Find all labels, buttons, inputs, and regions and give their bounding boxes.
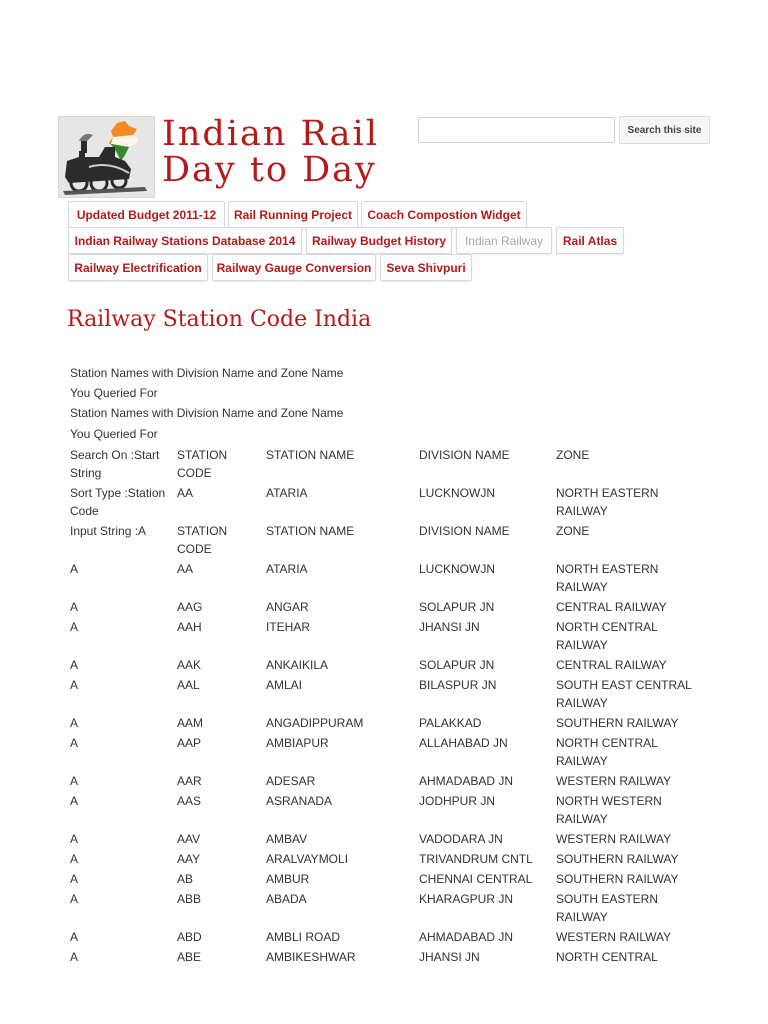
table-cell: AAM: [177, 716, 204, 730]
tab-rail-atlas[interactable]: Rail Atlas: [556, 227, 624, 254]
table-cell: VADODARA JN: [419, 832, 503, 846]
table-cell: A: [70, 658, 79, 672]
table-row: [66, 655, 700, 675]
table-cell: ANGADIPPURAM: [266, 716, 364, 730]
table-cell: Input String :A: [70, 524, 147, 538]
table-cell: AMLAI: [266, 678, 303, 692]
table-cell: AHMADABAD JN: [419, 930, 514, 944]
steam-locomotive-icon: [59, 117, 154, 197]
table-row: [66, 849, 700, 869]
table-cell: WESTERN RAILWAY: [556, 930, 672, 944]
table-cell: NORTH EASTERN RAILWAY: [556, 562, 659, 594]
table-cell: SOLAPUR JN: [419, 600, 495, 614]
table-cell: A: [70, 930, 79, 944]
table-row: [66, 713, 700, 733]
table-row: [66, 559, 700, 597]
table-cell: A: [70, 872, 79, 886]
table-cell: ATARIA: [266, 486, 308, 500]
table-cell: CENTRAL RAILWAY: [556, 658, 667, 672]
table-cell: AB: [177, 872, 194, 886]
table-cell: ASRANADA: [266, 794, 333, 808]
table-row: [66, 889, 700, 927]
table-cell: STATION CODE: [177, 524, 228, 556]
table-cell: AA: [177, 562, 194, 576]
tab-indian-railway[interactable]: Indian Railway: [456, 227, 552, 254]
table-cell: DIVISION NAME: [419, 524, 510, 538]
table-cell: SOUTHERN RAILWAY: [556, 716, 679, 730]
table-cell: LUCKNOWJN: [419, 486, 496, 500]
table-row: [66, 869, 700, 889]
table-cell: A: [70, 620, 79, 634]
table-cell: A: [70, 736, 79, 750]
table-row: [66, 617, 700, 655]
table-cell: SOUTH EAST CENTRAL RAILWAY: [556, 678, 692, 710]
table-cell: A: [70, 950, 79, 964]
tab-stations-database[interactable]: Indian Railway Stations Database 2014: [68, 227, 302, 254]
table-cell: WESTERN RAILWAY: [556, 774, 672, 788]
table-cell: SOLAPUR JN: [419, 658, 495, 672]
table-cell: NORTH CENTRAL RAILWAY: [556, 620, 658, 652]
table-cell: A: [70, 794, 79, 808]
search-button[interactable]: Search this site: [619, 116, 710, 144]
table-row: [66, 771, 700, 791]
intro-line: Station Names with Division Name and Zone Name: [70, 366, 344, 380]
table-cell: BILASPUR JN: [419, 678, 497, 692]
table-cell: AHMADABAD JN: [419, 774, 514, 788]
station-code-table-body: [66, 445, 700, 967]
table-cell: AAV: [177, 832, 201, 846]
table-cell: AMBIAPUR: [266, 736, 329, 750]
table-cell: AAH: [177, 620, 202, 634]
table-cell: ABE: [177, 950, 202, 964]
table-cell: A: [70, 774, 79, 788]
tab-coach-composition-widget[interactable]: Coach Compostion Widget: [361, 201, 527, 228]
table-cell: AAG: [177, 600, 203, 614]
table-row: [66, 675, 700, 713]
site-logo[interactable]: [58, 116, 155, 198]
table-cell: KHARAGPUR JN: [419, 892, 514, 906]
table-row: [66, 483, 700, 521]
table-cell: AAK: [177, 658, 202, 672]
table-cell: NORTH CENTRAL: [556, 950, 658, 964]
table-cell: A: [70, 600, 79, 614]
table-cell: STATION CODE: [177, 448, 228, 480]
tab-rail-running-project[interactable]: Rail Running Project: [228, 201, 358, 228]
tab-updated-budget[interactable]: Updated Budget 2011-12: [68, 201, 225, 228]
table-cell: AMBUR: [266, 872, 310, 886]
table-cell: WESTERN RAILWAY: [556, 832, 672, 846]
site-title-line1: Indian Rail: [162, 114, 379, 154]
table-cell: STATION NAME: [266, 448, 355, 462]
intro-line: You Queried For: [70, 427, 158, 441]
table-cell: Search On :Start String: [70, 448, 160, 480]
table-row: [66, 733, 700, 771]
table-cell: AAY: [177, 852, 201, 866]
table-cell: ABADA: [266, 892, 307, 906]
table-cell: JHANSI JN: [419, 620, 480, 634]
table-cell: ZONE: [556, 448, 590, 462]
table-cell: AMBAV: [266, 832, 308, 846]
page-title: Railway Station Code India: [67, 307, 372, 332]
table-cell: SOUTHERN RAILWAY: [556, 872, 679, 886]
table-cell: CHENNAI CENTRAL: [419, 872, 533, 886]
table-cell: ITEHAR: [266, 620, 311, 634]
table-cell: LUCKNOWJN: [419, 562, 496, 576]
table-cell: STATION NAME: [266, 524, 355, 538]
table-cell: AA: [177, 486, 194, 500]
tab-railway-electrification[interactable]: Railway Electrification: [68, 254, 208, 281]
table-cell: A: [70, 678, 79, 692]
table-cell: A: [70, 562, 79, 576]
tab-railway-gauge-conversion[interactable]: Railway Gauge Conversion: [212, 254, 376, 281]
table-row: [66, 597, 700, 617]
table-cell: ANKAIKILA: [266, 658, 329, 672]
site-title[interactable]: [162, 116, 379, 188]
table-cell: ADESAR: [266, 774, 316, 788]
table-cell: NORTH EASTERN RAILWAY: [556, 486, 659, 518]
table-row: [66, 829, 700, 849]
table-cell: AAL: [177, 678, 200, 692]
table-cell: NORTH WESTERN RAILWAY: [556, 794, 662, 826]
table-cell: ALLAHABAD JN: [419, 736, 508, 750]
table-cell: DIVISION NAME: [419, 448, 510, 462]
table-cell: JHANSI JN: [419, 950, 480, 964]
table-cell: ARALVAYMOLI: [266, 852, 349, 866]
table-cell: Sort Type :Station Code: [70, 486, 166, 518]
table-row: [66, 791, 700, 829]
table-row: [66, 947, 700, 967]
intro-line: You Queried For: [70, 386, 158, 400]
table-cell: A: [70, 832, 79, 846]
tab-seva-shivpuri[interactable]: Seva Shivpuri: [380, 254, 472, 281]
table-cell: AMBIKESHWAR: [266, 950, 356, 964]
table-cell: AAS: [177, 794, 202, 808]
table-cell: AAR: [177, 774, 202, 788]
station-code-table: [66, 445, 700, 967]
table-cell: SOUTH EASTERN RAILWAY: [556, 892, 659, 924]
table-row: [66, 521, 700, 559]
table-cell: ANGAR: [266, 600, 309, 614]
table-cell: AAP: [177, 736, 202, 750]
table-cell: ATARIA: [266, 562, 308, 576]
table-cell: ABB: [177, 892, 202, 906]
site-title-line2: Day to Day: [162, 150, 377, 190]
table-cell: AMBLI ROAD: [266, 930, 341, 944]
search-input[interactable]: [418, 117, 615, 143]
table-cell: NORTH CENTRAL RAILWAY: [556, 736, 658, 768]
intro-line: Station Names with Division Name and Zone Name: [70, 406, 344, 420]
table-cell: A: [70, 716, 79, 730]
table-cell: CENTRAL RAILWAY: [556, 600, 667, 614]
table-cell: PALAKKAD: [419, 716, 482, 730]
table-cell: TRIVANDRUM CNTL: [419, 852, 533, 866]
tab-railway-budget-history[interactable]: Railway Budget History: [306, 227, 452, 254]
table-cell: A: [70, 852, 79, 866]
table-cell: JODHPUR JN: [419, 794, 496, 808]
table-cell: ZONE: [556, 524, 590, 538]
table-row: [66, 927, 700, 947]
table-cell: SOUTHERN RAILWAY: [556, 852, 679, 866]
table-cell: ABD: [177, 930, 202, 944]
table-cell: A: [70, 892, 79, 906]
table-row: [66, 445, 700, 483]
